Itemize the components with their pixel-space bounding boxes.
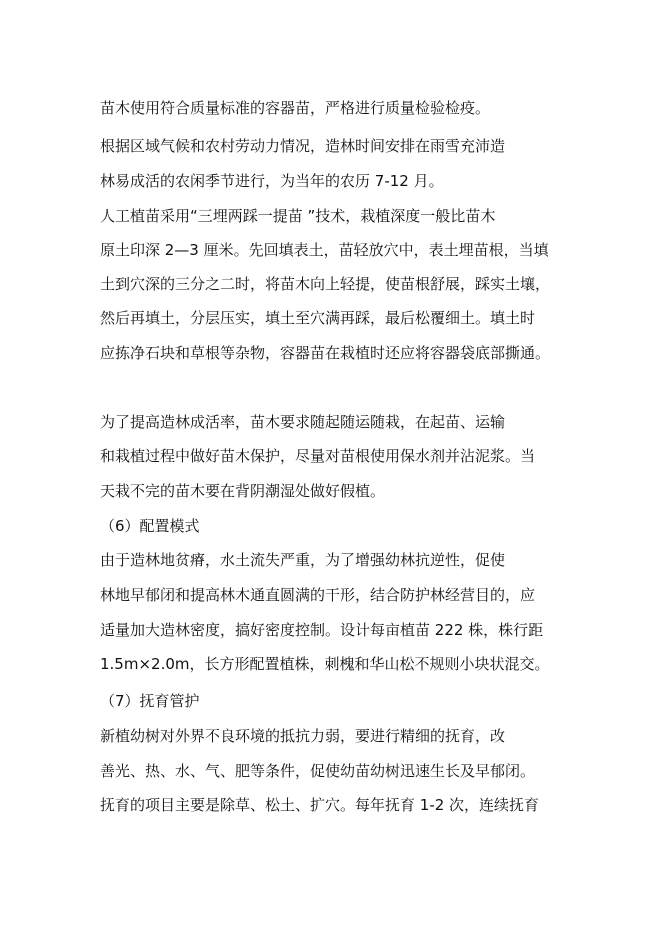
section-heading: （7）抚育管护 — [100, 692, 200, 710]
paragraph-line: 抚育的项目主要是除草、松土、扩穴。每年抚育 1-2 次，连续抚育 — [100, 796, 540, 814]
paragraph-line: 适量加大造林密度，搞好密度控制。设计每亩植苗 222 株，株行距 — [100, 621, 544, 639]
paragraph-line: 由于造林地贫瘠，水土流失严重，为了增强幼林抗逆性，促使 — [100, 551, 506, 569]
paragraph-line: 为了提高造林成活率，苗木要求随起随运随栽，在起苗、运输 — [100, 413, 506, 431]
paragraph-line: 1.5m×2.0m，长方形配置植株，刺槐和华山松不规则小块状混交。 — [100, 655, 550, 673]
paragraph-line: 林地早郁闭和提高林木通直圆满的干形，结合防护林经营目的，应 — [100, 586, 536, 604]
paragraph-line: 天栽不完的苗木要在背阴潮湿处做好假植。 — [100, 482, 386, 500]
paragraph-line: 和栽植过程中做好苗木保护，尽量对苗根使用保水剂并沾泥浆。当 — [100, 447, 536, 465]
paragraph-line: 苗木使用符合质量标准的容器苗，严格进行质量检验检疫。 — [100, 99, 491, 117]
paragraph-line: 善光、热、水、气、肥等条件，促使幼苗幼树迅速生长及早郁闭。 — [100, 762, 536, 780]
section-heading: （6）配置模式 — [100, 517, 200, 535]
paragraph-line: 新植幼树对外界不良环境的抵抗力弱，要进行精细的抚育，改 — [100, 727, 506, 745]
paragraph-line: 林易成活的农闲季节进行，为当年的农历 7-12 月。 — [100, 172, 444, 190]
paragraph-line: 应拣净石块和草根等杂物，容器苗在栽植时还应将容器袋底部撕通。 — [100, 344, 551, 362]
paragraph-line: 人工植苗采用“三埋两踩一提苗 ”技术，栽植深度一般比苗木 — [100, 207, 496, 225]
paragraph-line: 根据区域气候和农村劳动力情况，造林时间安排在雨雪充沛造 — [100, 137, 506, 155]
paragraph-line: 土到穴深的三分之二时，将苗木向上轻提，使苗根舒展，踩实土壤， — [100, 275, 551, 293]
paragraph-line: 原土印深 2—3 厘米。先回填表土，苗轻放穴中，表土埋苗根，当填 — [100, 241, 549, 259]
paragraph-line: 然后再填土，分层压实，填土至穴满再踩，最后松覆细土。填土时 — [100, 309, 536, 327]
